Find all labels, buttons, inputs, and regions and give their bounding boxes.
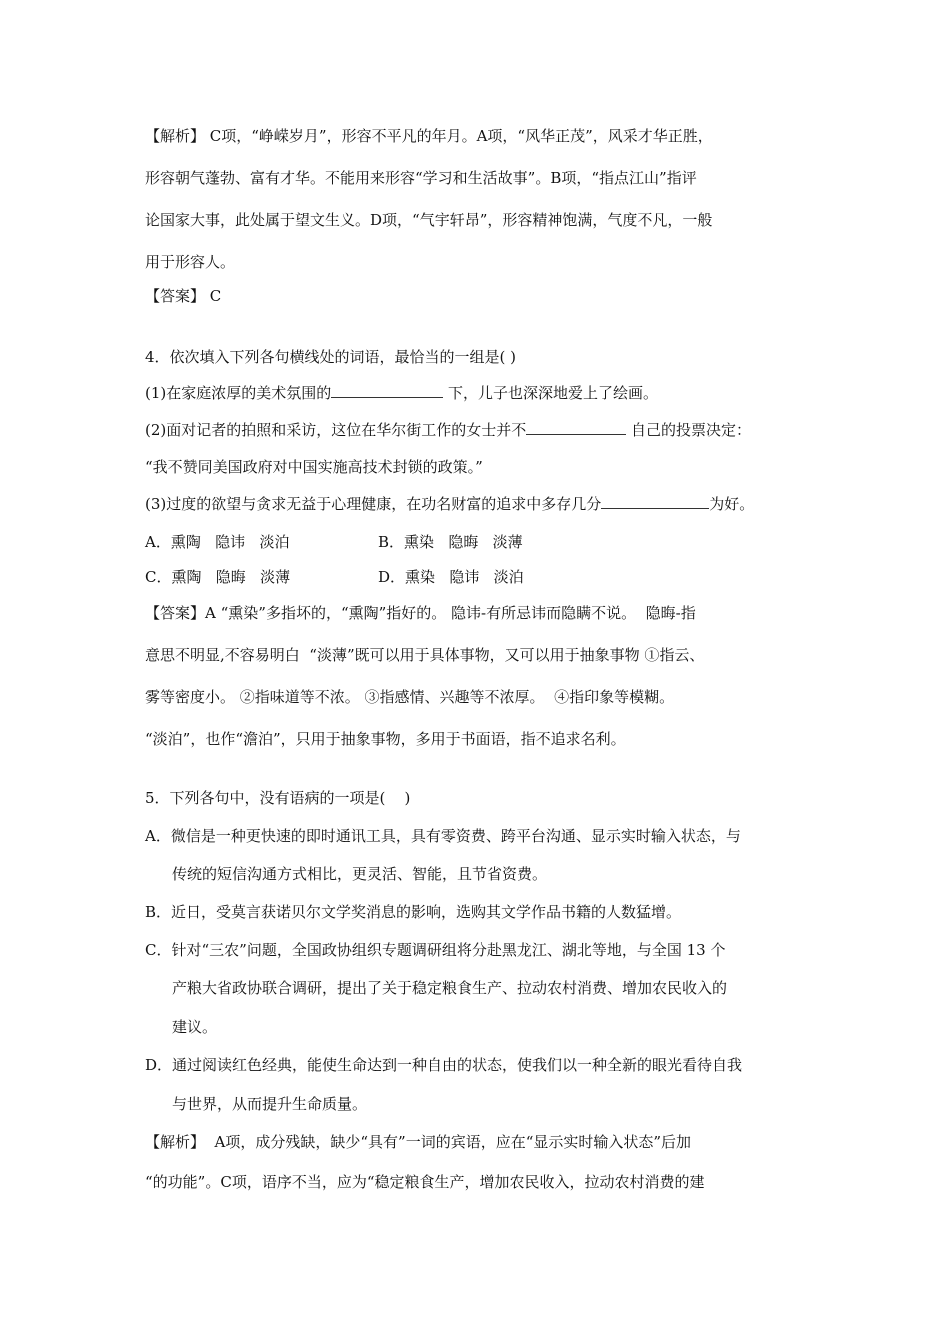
q5-option-d-line-1: D．通过阅读红色经典，能使生命达到一种自由的状态，使我们以一种全新的眼光看待自我 xyxy=(145,1056,743,1074)
q5-option-c-line-3: 建议。 xyxy=(172,1018,218,1036)
q4-option-b: B．熏染 隐晦 淡薄 xyxy=(378,533,523,551)
q5-option-c-line-1: C．针对“三农”问题，全国政协组织专题调研组将分赴黑龙江、湖北等地，与全国 13 个 xyxy=(145,941,726,959)
q4-blank-2 xyxy=(526,420,626,435)
q5-option-a-line-2: 传统的短信沟通方式相比，更灵活、智能，且节省资费。 xyxy=(172,865,548,883)
q4-answer-line-4: “淡泊”，也作“澹泊”，只用于抽象事物，多用于书面语，指不追求名利。 xyxy=(145,730,626,748)
q4-blank-3 xyxy=(601,494,709,509)
q4-blank-1 xyxy=(331,383,443,398)
q4-answer-line-1: 【答案】A “熏染”多指坏的，“熏陶”指好的。 隐讳-有所忌讳而隐瞒不说。 隐晦-指 xyxy=(145,604,696,622)
q5-option-a-line-1: A．微信是一种更快速的即时通讯工具，具有零资费、跨平台沟通、显示实时输入状态，与 xyxy=(145,827,741,845)
q4-options-row-2 xyxy=(145,567,524,587)
q5-option-c-line-2: 产粮大省政协联合调研，提出了关于稳定粮食生产、拉动农村消费、增加农民收入的 xyxy=(172,979,728,997)
q4-s3-before: (3)过度的欲望与贪求无益于心理健康，在功名财富的追求中多存几分 xyxy=(145,495,602,513)
q4-sentence-2-cont: “我不赞同美国政府对中国实施高技术封锁的政策。” xyxy=(145,458,483,476)
q4-s2-before: (2)面对记者的拍照和采访，这位在华尔街工作的女士并不 xyxy=(145,421,527,439)
q4-option-c: C．熏陶 隐晦 淡薄 xyxy=(145,568,291,586)
q4-sentence-2 xyxy=(145,420,751,440)
q5-analysis-line-2: “的功能”。C项，语序不当，应为“稳定粮食生产，增加农民收入，拉动农村消费的建 xyxy=(145,1173,705,1191)
q5-option-d-line-2: 与世界，从而提升生命质量。 xyxy=(172,1095,368,1113)
q5-option-b: B．近日，受莫言获诺贝尔文学奖消息的影响，选购其文学作品书籍的人数猛增。 xyxy=(145,903,682,921)
q4-s1-after: 下，儿子也深深地爱上了绘画。 xyxy=(443,384,659,402)
q4-answer-line-2: 意思不明显,不容易明白 “淡薄”既可以用于具体事物，又可以用于抽象事物 ①指云、 xyxy=(145,646,705,664)
analysis-line-2: 形容朝气蓬勃、富有才华。不能用来形容“学习和生活故事”。B项，“指点江山”指评 xyxy=(145,169,697,187)
q5-stem: 5．下列各句中，没有语病的一项是( ) xyxy=(145,789,411,807)
q4-s3-after: 为好。 xyxy=(709,495,755,513)
analysis-line-4: 用于形容人。 xyxy=(145,253,236,271)
analysis-line-1: 【解析】 C项，“峥嵘岁月”，形容不平凡的年月。A项，“风华正茂”，风采才华正胜， xyxy=(145,127,713,145)
q4-sentence-3 xyxy=(145,494,754,514)
q4-options-row-1 xyxy=(145,532,523,552)
q4-s1-before: (1)在家庭浓厚的美术氛围的 xyxy=(145,384,332,402)
q4-s2-after: 自己的投票决定： xyxy=(626,421,752,439)
answer-line: 【答案】 C xyxy=(145,287,222,305)
analysis-line-3: 论国家大事，此处属于望文生义。D项，“气宇轩昂”，形容精神饱满，气度不凡，一般 xyxy=(145,211,713,229)
q5-analysis-line-1: 【解析】 A项，成分残缺，缺少“具有”一词的宾语，应在“显示实时输入状态”后加 xyxy=(145,1133,692,1151)
q4-stem: 4．依次填入下列各句横线处的词语，最恰当的一组是( ) xyxy=(145,348,517,366)
q4-option-d: D．熏染 隐讳 淡泊 xyxy=(378,568,524,586)
q4-answer-line-3: 雾等密度小。 ②指味道等不浓。 ③指感情、兴趣等不浓厚。 ④指印象等模糊。 xyxy=(145,688,675,706)
q4-option-a: A．熏陶 隐讳 淡泊 xyxy=(145,533,290,551)
q4-sentence-1 xyxy=(145,383,658,403)
